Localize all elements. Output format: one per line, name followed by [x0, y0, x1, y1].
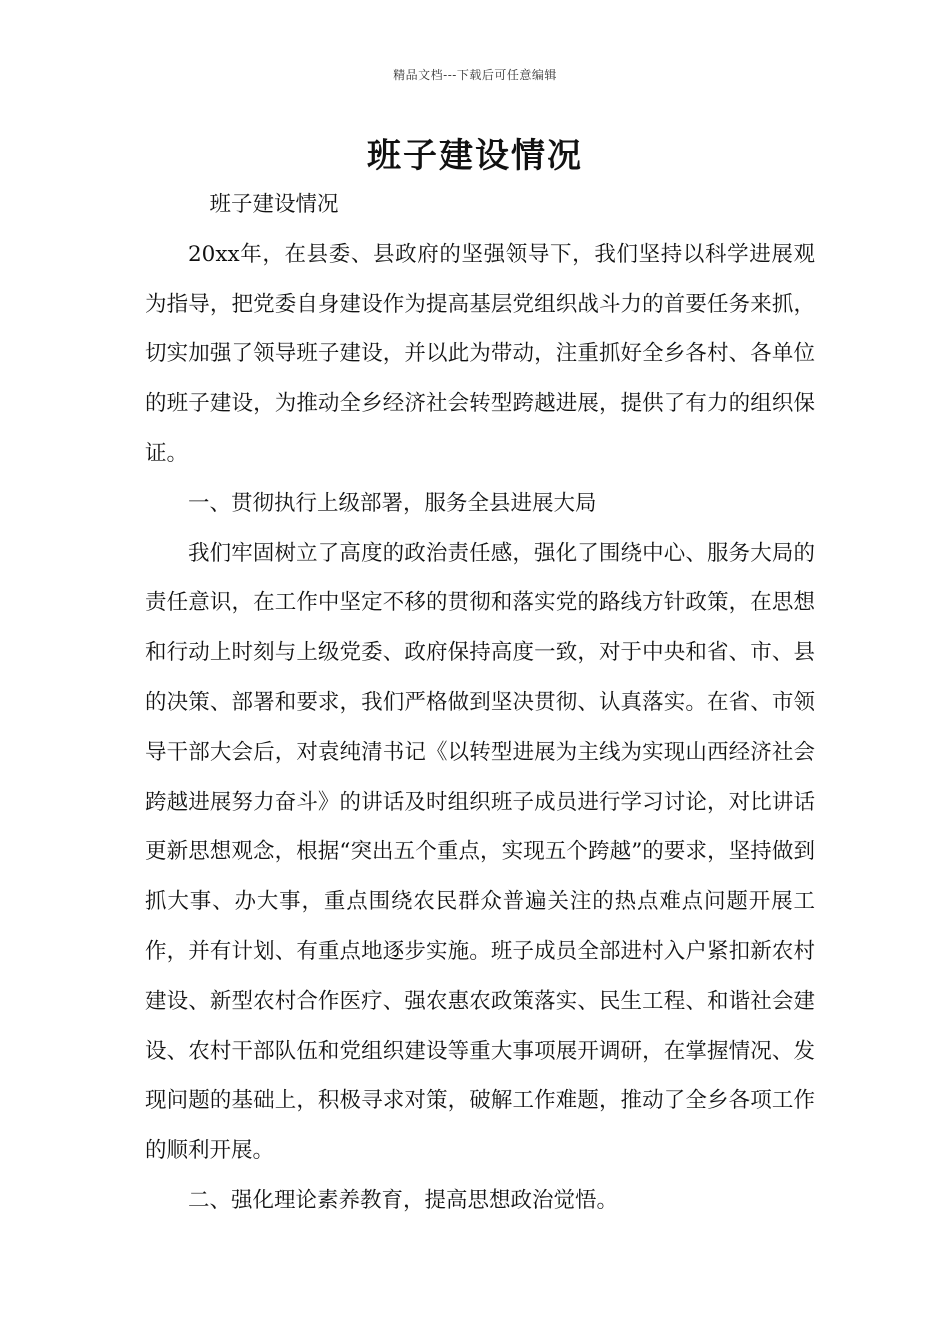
section-1-paragraph: 我们牢固树立了高度的政治责任感，强化了围绕中心、服务大局的责任意识，在工作中坚定不移的贯彻和落实党的路线方针政策，在思想和行动上时刻与上级党委、政府保持高度一致，对于中央和省、市、县的决策、部署和要求，我们严格做到坚决贯彻、认真落实。在省、市领导干部大会后，对袁纯清书记《以转型进展为主线为实现山西经济社会跨越进展努力奋斗》的讲话及时组织班子成员进行学习讨论，对比讲话更新思想观念，根据“突出五个重点，实现五个跨越”的要求，坚持做到抓大事、办大事，重点围绕农民群众普遍关注的热点难点问题开展工作，并有计划、有重点地逐步实施。班子成员全部进村入户紧扣新农村建设、新型农村合作医疗、强农惠农政策落实、民生工程、和谐社会建设、农村干部队伍和党组织建设等重大事项展开调研，在掌握情况、发现问题的基础上，积极寻求对策，破解工作难题，推动了全乡各项工作的顺利开展。	[145, 540, 815, 1164]
section-heading-1: 一、贯彻执行上级部署，服务全县进展大局	[188, 490, 597, 516]
intro-paragraph: 20xx年，在县委、县政府的坚强领导下，我们坚持以科学进展观为指导，把党委自身建设作为提高基层党组织战斗力的首要任务来抓，切实加强了领导班子建设，并以此为带动，注重抓好全乡各村、各单位的班子建设，为推动全乡经济社会转型跨越进展，提供了有力的组织保证。	[145, 241, 815, 466]
document-body	[145, 180, 815, 1226]
section-heading-2: 二、强化理论素养教育，提高思想政治觉悟。	[188, 1187, 619, 1213]
subtitle-paragraph: 班子建设情况	[209, 192, 339, 217]
document-title: 班子建设情况	[367, 136, 583, 176]
header-note: 精品文档---下载后可任意编辑	[393, 68, 557, 82]
